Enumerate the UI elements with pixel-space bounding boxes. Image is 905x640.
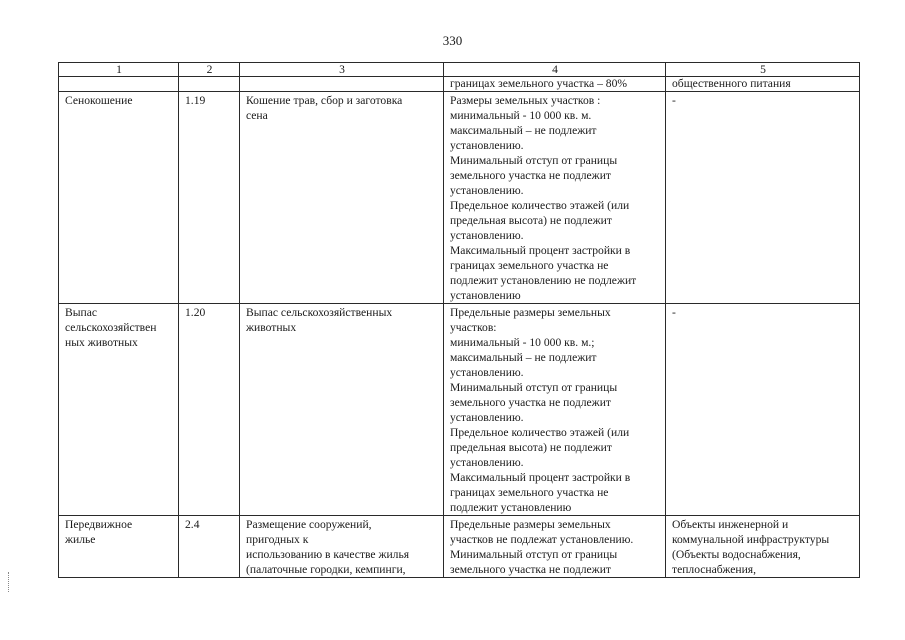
continuation-cell-2 (179, 77, 240, 92)
continuation-cell-3 (240, 77, 444, 92)
table-row (59, 516, 860, 578)
row-description: Размещение сооружений, пригодных к использованию в качестве жилья (палаточные городки, кемпинги, (246, 518, 410, 576)
row-parameters: Размеры земельных участков : минимальный - 10 000 кв. м. максимальный – не подлежит установлению. Минимальный отступ от границы земельного участка не подлежит установлению. Предельное количество этажей (или предельная высота) не подлежит установлению. Максимальный процент застройки в границах земельного участка не подлежит установлению не подлежит установлению (450, 94, 637, 302)
row-objects: - (672, 94, 676, 107)
header-col-3: 3 (240, 63, 444, 77)
continuation-cell-1 (59, 77, 179, 92)
row-code: 1.19 (185, 94, 206, 107)
row-name: Выпас сельскохозяйствен ных животных (65, 306, 157, 349)
table-row (59, 92, 860, 304)
row-parameters: Предельные размеры земельных участков: минимальный - 10 000 кв. м.; максимальный – не подлежит установлению. Минимальный отступ от границы земельного участка не подлежит установлению. Предельное количество этажей (или предельная высота) не подлежит установлению. Максимальный процент застройки в границах земельного участка не подлежит установлению (450, 306, 631, 514)
header-col-1: 1 (59, 63, 179, 77)
header-col-2: 2 (179, 63, 240, 77)
row-name: Сенокошение (65, 94, 133, 107)
row-description: Выпас сельскохозяйственных животных (246, 306, 393, 334)
continuation-cell-5: общественного питания (666, 77, 860, 92)
header-row (59, 63, 860, 77)
row-name: Передвижное жилье (65, 518, 133, 546)
header-col-5: 5 (666, 63, 860, 77)
row-description: Кошение трав, сбор и заготовка сена (246, 94, 403, 122)
row-code: 1.20 (185, 306, 206, 319)
row-objects: Объекты инженерной и коммунальной инфраструктуры (Объекты водоснабжения, теплоснабжения, (672, 518, 830, 576)
continuation-row (59, 77, 860, 92)
row-objects: - (672, 306, 676, 319)
zoning-table (58, 62, 860, 578)
page-number: 330 (442, 33, 463, 48)
scan-margin-mark (8, 572, 11, 592)
continuation-cell-4: границах земельного участка – 80% (444, 77, 666, 92)
header-col-4: 4 (444, 63, 666, 77)
row-parameters: Предельные размеры земельных участков не подлежат установлению. Минимальный отступ от границы земельного участка не подлежит (450, 518, 634, 576)
row-code: 2.4 (185, 518, 200, 531)
table-row (59, 304, 860, 516)
